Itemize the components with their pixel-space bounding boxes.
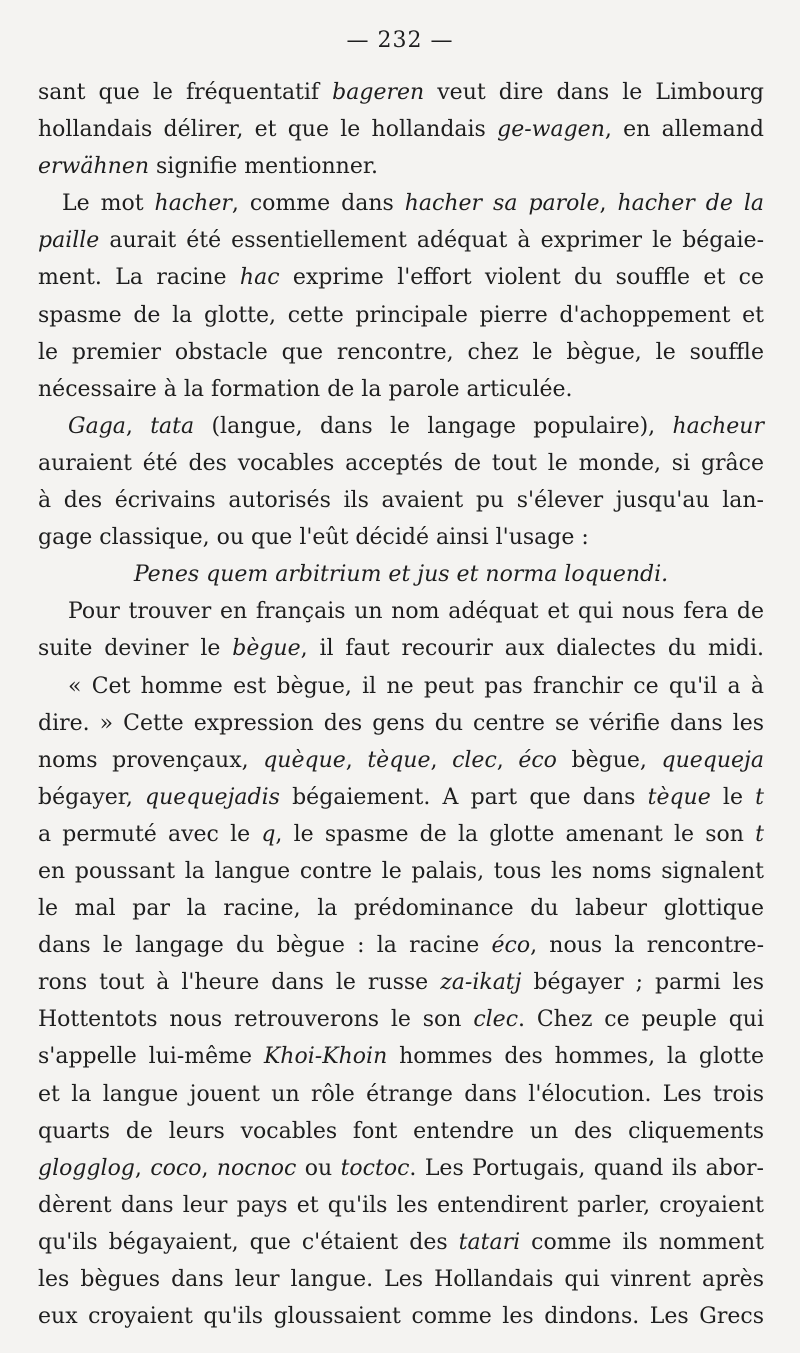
text-run: (langue, dans le langage populaire),	[194, 413, 673, 439]
text-line	[38, 74, 764, 111]
text-line	[38, 1187, 764, 1224]
text-run: ment. La racine	[38, 265, 240, 291]
text-run: ,	[345, 747, 368, 773]
italic-term: za-ikatj	[440, 970, 522, 996]
text-line	[38, 964, 764, 1001]
text-run: . Chez ce peuple qui	[518, 1007, 765, 1033]
text-run: ,	[125, 413, 151, 439]
italic-term: tèque	[647, 784, 711, 810]
italic-term: tata	[150, 413, 195, 439]
text-line	[38, 779, 764, 816]
italic-term: paille	[38, 228, 100, 254]
text-run: hollandais délirer, et que le hollandais	[38, 117, 498, 143]
text-run: Hottentots nous retrouverons le son	[38, 1007, 474, 1033]
text-run: et la langue jouent un rôle étrange dans l'élocution. Les trois	[38, 1081, 764, 1107]
text-run: ,	[496, 747, 519, 773]
italic-term: glogglog	[38, 1155, 135, 1181]
text-line	[38, 334, 764, 371]
italic-term: quequeja	[661, 747, 764, 773]
text-run: exprime l'effort violent du souffle et ce	[279, 265, 764, 291]
italic-term: nocnoc	[216, 1155, 297, 1181]
text-line	[38, 185, 764, 222]
text-run: gage classique, ou que l'eût décidé ainsi l'usage :	[38, 525, 589, 551]
text-line	[38, 519, 764, 556]
italic-term: éco	[518, 747, 557, 773]
text-line	[38, 408, 764, 445]
italic-term: q	[261, 821, 276, 847]
text-line	[38, 742, 764, 779]
italic-term: hacher de la	[617, 191, 764, 217]
text-line	[38, 1113, 764, 1150]
text-line	[38, 222, 764, 259]
text-run: spasme de la glotte, cette principale pierre d'achoppement et	[38, 302, 764, 328]
text-run: auraient été des vocables acceptés de tout le monde, si grâce	[38, 450, 764, 476]
text-line	[38, 705, 764, 742]
text-run: noms provençaux,	[38, 747, 264, 773]
text-run: suite deviner le	[38, 636, 233, 662]
text-line	[38, 482, 764, 519]
italic-term: coco	[150, 1155, 202, 1181]
text-run: veut dire dans le Limbourg	[424, 80, 764, 105]
italic-term: Gaga	[68, 413, 126, 439]
text-line	[38, 1001, 764, 1038]
italic-term: Khoi-Khoin	[263, 1044, 388, 1070]
text-line	[38, 927, 764, 964]
text-run: a permuté avec le	[38, 821, 262, 847]
text-run: aurait été essentiellement adéquat à exprimer le bégaie-	[99, 228, 764, 254]
text-run: dire. » Cette expression des gens du centre se vérifie dans les	[38, 710, 764, 736]
text-run: , nous la rencontre-	[530, 933, 765, 959]
text-line	[38, 668, 764, 705]
text-run: ,	[134, 1155, 151, 1181]
text-line	[38, 297, 764, 334]
italic-term: tèque	[367, 747, 431, 773]
text-line	[38, 816, 764, 853]
text-line	[38, 1150, 764, 1187]
text-run: à des écrivains autorisés ils avaient pu s'élever jusqu'au lan-	[38, 488, 764, 514]
text-run: eux croyaient qu'ils gloussaient comme les dindons. Les Grecs	[38, 1304, 764, 1330]
italic-term: Penes quem arbitrium et jus et norma loquendi.	[133, 562, 669, 588]
text-line	[38, 445, 764, 482]
text-line	[38, 890, 764, 927]
text-run: , en allemand	[604, 117, 764, 143]
italic-term: éco	[491, 933, 531, 959]
italic-term: ge-wagen	[497, 117, 605, 143]
text-run: , comme dans	[231, 191, 405, 217]
text-line	[38, 1261, 764, 1298]
text-run: sant que le fréquentatif	[38, 80, 333, 105]
text-run: hommes des hommes, la glotte	[387, 1044, 764, 1070]
text-run: , il faut recourir aux dialectes du midi.	[300, 636, 764, 662]
text-run: le premier obstacle que rencontre, chez le bègue, le souffle	[38, 339, 764, 365]
text-run: Pour trouver en français un nom adéquat et qui nous fera de	[68, 599, 764, 625]
text-run: ,	[599, 191, 618, 217]
text-line	[38, 259, 764, 296]
text-run: les bègues dans leur langue. Les Hollandais qui vinrent après	[38, 1267, 764, 1292]
italic-term: bègue	[232, 636, 301, 662]
text-run: signifie mentionner.	[149, 154, 378, 180]
text-run: ,	[201, 1155, 217, 1181]
italic-term: hacher	[154, 191, 232, 217]
italic-term: hac	[239, 265, 280, 291]
italic-term: t	[755, 784, 765, 810]
text-run: « Cet homme est bègue, il ne peut pas franchir ce qu'il a à	[68, 673, 764, 699]
italic-term: erwähnen	[38, 154, 150, 180]
text-run: nécessaire à la formation de la parole articulée.	[38, 376, 573, 402]
text-run: . Les Portugais, quand ils abor-	[409, 1155, 764, 1181]
text-run: en poussant la langue contre le palais, tous les noms signalent	[38, 858, 764, 884]
italic-term: quequejadis	[145, 784, 280, 810]
text-line	[38, 556, 764, 593]
text-line	[38, 1224, 764, 1261]
text-run: bégaiement. A part que dans	[279, 784, 648, 810]
italic-term: hacher sa parole	[404, 191, 600, 217]
text-run: s'appelle lui-même	[38, 1044, 264, 1070]
italic-term: hacheur	[672, 413, 764, 439]
text-line	[38, 111, 764, 148]
text-line	[38, 1038, 764, 1075]
text-run: , le spasme de la glotte amenant le son	[275, 821, 756, 847]
text-line	[38, 371, 764, 408]
text-run: dans le langage du bègue : la racine	[38, 933, 492, 959]
text-run: quarts de leurs vocables font entendre un des cliquements	[38, 1118, 764, 1144]
text-line	[38, 853, 764, 890]
italic-term: t	[755, 821, 764, 847]
text-run: Le mot	[62, 191, 155, 217]
text-run: bégayer ; parmi les	[521, 970, 764, 996]
italic-term: tatari	[458, 1229, 521, 1255]
italic-term: clec	[452, 747, 497, 773]
text-line	[38, 630, 764, 667]
text-run: le mal par la racine, la prédominance du labeur glottique	[38, 896, 764, 922]
text-line	[38, 1298, 764, 1335]
text-run: rons tout à l'heure dans le russe	[38, 970, 441, 996]
text-line	[38, 148, 764, 185]
italic-term: clec	[473, 1007, 519, 1033]
italic-term: toctoc	[340, 1155, 410, 1181]
body-text	[38, 74, 764, 1335]
text-line	[38, 1076, 764, 1113]
italic-term: quèque	[263, 747, 346, 773]
text-run: bègue,	[556, 747, 662, 773]
italic-term: bageren	[332, 80, 425, 105]
text-run: le	[710, 784, 756, 810]
text-run: ou	[296, 1155, 341, 1181]
text-run: dèrent dans leur pays et qu'ils les entendirent parler, croyaient	[38, 1192, 764, 1218]
page-number: — 232 —	[346, 28, 454, 53]
text-line	[38, 593, 764, 630]
text-run: ,	[430, 747, 453, 773]
text-run: qu'ils bégayaient, que c'étaient des	[38, 1229, 459, 1255]
text-run: bégayer,	[38, 784, 146, 810]
text-run: comme ils nomment	[520, 1229, 764, 1255]
